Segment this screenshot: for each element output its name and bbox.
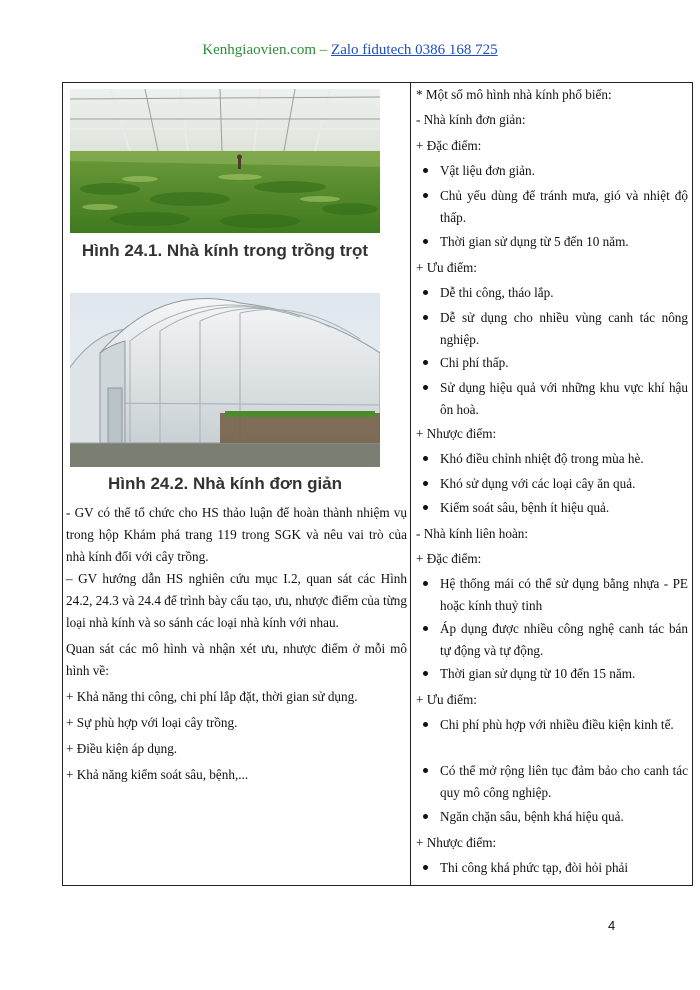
list-item: Chủ yếu dùng để tránh mưa, gió và nhiệt độ thấp. (440, 185, 688, 229)
greenhouse-interior-photo (70, 89, 380, 233)
cons-label: + Nhược điểm: (416, 426, 497, 441)
page-number: 4 (608, 918, 616, 933)
pros-label: + Ưu điểm: (416, 692, 477, 707)
page-header (0, 42, 700, 59)
models-intro: * Một số mô hình nhà kính phổ biến: (416, 87, 612, 102)
list-item: Kiểm soát sâu, bệnh ít hiệu quả. (440, 497, 688, 519)
list-item: Thời gian sử dụng từ 10 đến 15 năm. (440, 663, 688, 685)
right-column (411, 83, 692, 885)
criteria-item: + Sự phù hợp với loại cây trồng. (66, 715, 238, 730)
list-item: Áp dụng được nhiều công nghệ canh tác bán tự động và tự động. (440, 618, 688, 662)
content-table (62, 82, 693, 886)
simple-greenhouse-photo (70, 293, 380, 467)
list-item: Ngăn chặn sâu, bệnh khá hiệu quả. (440, 806, 688, 828)
site-name: Kenhgiaovien.com (202, 42, 317, 58)
simple-greenhouse-heading: - Nhà kính đơn giản: (416, 112, 526, 127)
pros-label: + Ưu điểm: (416, 260, 477, 275)
list-item: Thi công khá phức tạp, đòi hỏi phải (440, 857, 688, 879)
list-item: Khó điều chỉnh nhiệt độ trong mùa hè. (440, 448, 688, 470)
features-label: + Đặc điểm: (416, 138, 482, 153)
criteria-item: + Khả năng thi công, chi phí lắp đặt, thời gian sử dụng. (66, 689, 358, 704)
header-separator: – (316, 42, 332, 58)
list-item: Hệ thống mái có thể sử dụng bằng nhựa - PE hoặc kính thuỷ tinh (440, 573, 688, 617)
list-item: Khó sử dụng với các loại cây ăn quả. (440, 473, 688, 495)
criteria-item: + Khả năng kiểm soát sâu, bệnh,... (66, 767, 249, 782)
list-item: Thời gian sử dụng từ 5 đến 10 năm. (440, 231, 688, 253)
features-label: + Đặc điểm: (416, 551, 482, 566)
linked-greenhouse-heading: - Nhà kính liên hoàn: (416, 526, 529, 541)
criteria-item: + Điều kiện áp dụng. (66, 741, 178, 756)
list-item: Dễ sử dụng cho nhiều vùng canh tác nông nghiệp. (440, 307, 688, 351)
activity-paragraph-2: – GV hướng dẫn HS nghiên cứu mục I.2, quan sát các Hình 24.2, 24.3 và 24.4 để trình bày cấu tạo, ưu, nhược điểm của từng loại nhà kính và so sánh các loại nhà kính với nhau. (66, 571, 407, 630)
figure-caption-24-2: Hình 24.2. Nhà kính đơn giản (107, 474, 343, 493)
list-item: Vật liệu đơn giản. (440, 160, 688, 182)
activity-paragraph-1: - GV có thể tổ chức cho HS thảo luận để hoàn thành nhiệm vụ trong hộp Khám phá trang 119 trong SGK và nêu vai trò của nhà kính đối với cây trồng. (66, 505, 407, 564)
left-column (63, 83, 410, 885)
list-item: Chi phí phù hợp với nhiều điều kiện kinh tế. (440, 714, 688, 736)
list-item: Có thể mở rộng liên tục đảm bảo cho canh tác quy mô công nghiệp. (440, 760, 688, 804)
cons-label: + Nhược điểm: (416, 835, 497, 850)
list-item: Chi phí thấp. (440, 352, 688, 374)
figure-caption-24-1: Hình 24.1. Nhà kính trong trồng trọt (81, 241, 369, 260)
activity-paragraph-3: Quan sát các mô hình và nhận xét ưu, nhược điểm ở mỗi mô hình về: (66, 641, 407, 678)
zalo-link[interactable]: Zalo fidutech 0386 168 725 (331, 42, 498, 58)
list-item: Sử dụng hiệu quả với những khu vực khí hậu ôn hoà. (440, 377, 688, 421)
list-item: Dễ thi công, tháo lắp. (440, 282, 688, 304)
